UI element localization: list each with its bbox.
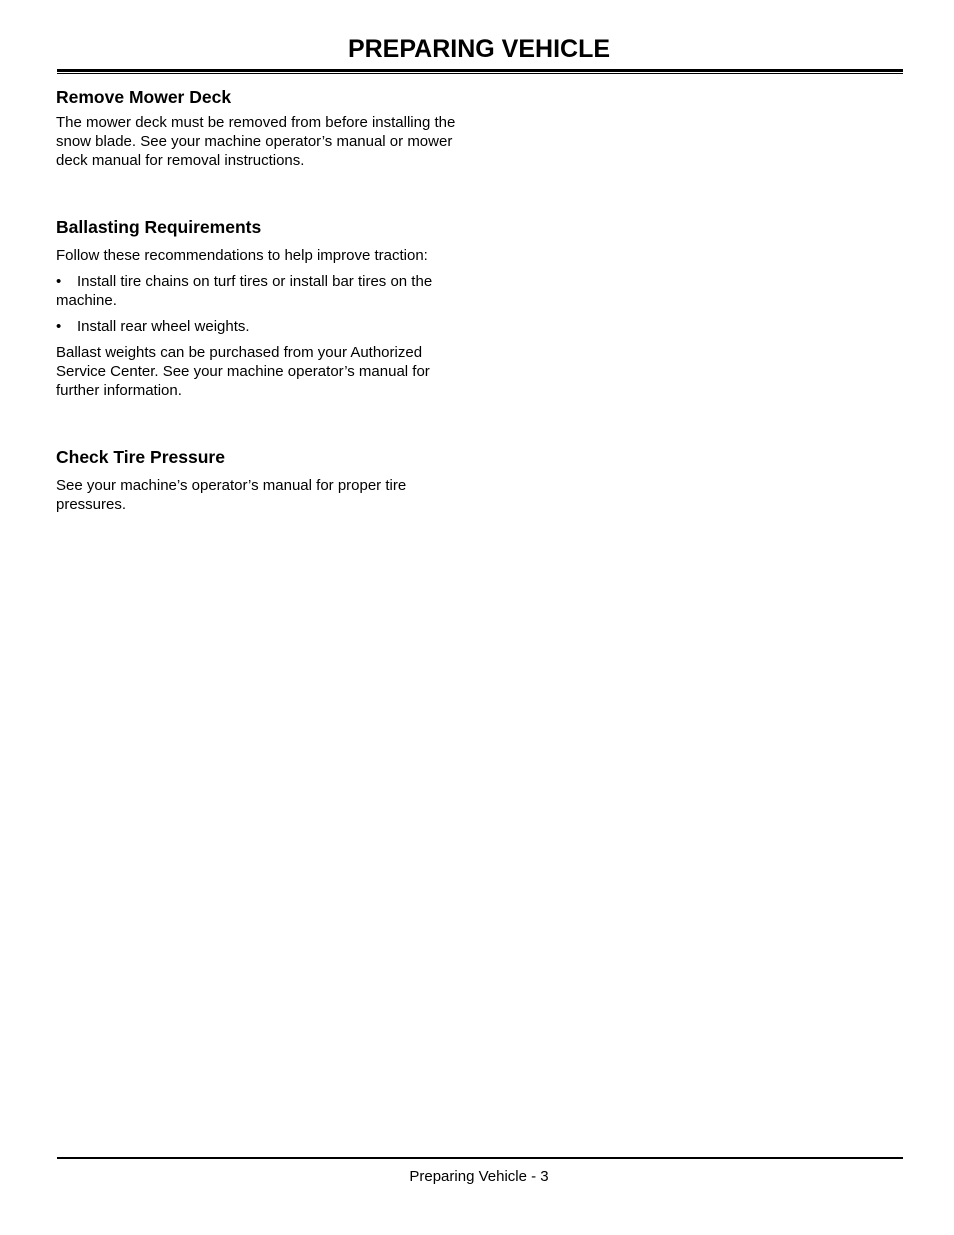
- bullet-icon: •: [56, 273, 62, 290]
- section-remove-mower-deck: [56, 85, 456, 170]
- title-divider: [57, 69, 903, 74]
- section-heading: Check Tire Pressure: [56, 447, 225, 467]
- page-footer: Preparing Vehicle - 3: [409, 1168, 549, 1185]
- section-ballasting-requirements: [56, 215, 456, 400]
- bullet-text: Install tire chains on turf tires or install bar tires on the machine.: [56, 273, 433, 309]
- bullet-item: [56, 272, 456, 310]
- section-heading: Ballasting Requirements: [56, 217, 262, 237]
- bullet-text: Install rear wheel weights.: [77, 318, 250, 335]
- footer-divider: [57, 1157, 903, 1159]
- bullet-item: [56, 317, 456, 336]
- page-title: PREPARING VEHICLE: [347, 35, 611, 63]
- section-check-tire-pressure: [56, 445, 456, 514]
- section-heading: Remove Mower Deck: [56, 87, 232, 107]
- section-paragraph: The mower deck must be removed from before installing the snow blade. See your machine operator’s manual or mower deck manual for removal instructions.: [56, 114, 456, 169]
- section-paragraph: See your machine’s operator’s manual for proper tire pressures.: [56, 477, 407, 513]
- section-closing: Ballast weights can be purchased from your Authorized Service Center. See your machine operator’s manual for further information.: [56, 344, 430, 399]
- section-intro: Follow these recommendations to help improve traction:: [56, 247, 428, 264]
- bullet-icon: •: [56, 318, 62, 335]
- content-column: [56, 85, 456, 521]
